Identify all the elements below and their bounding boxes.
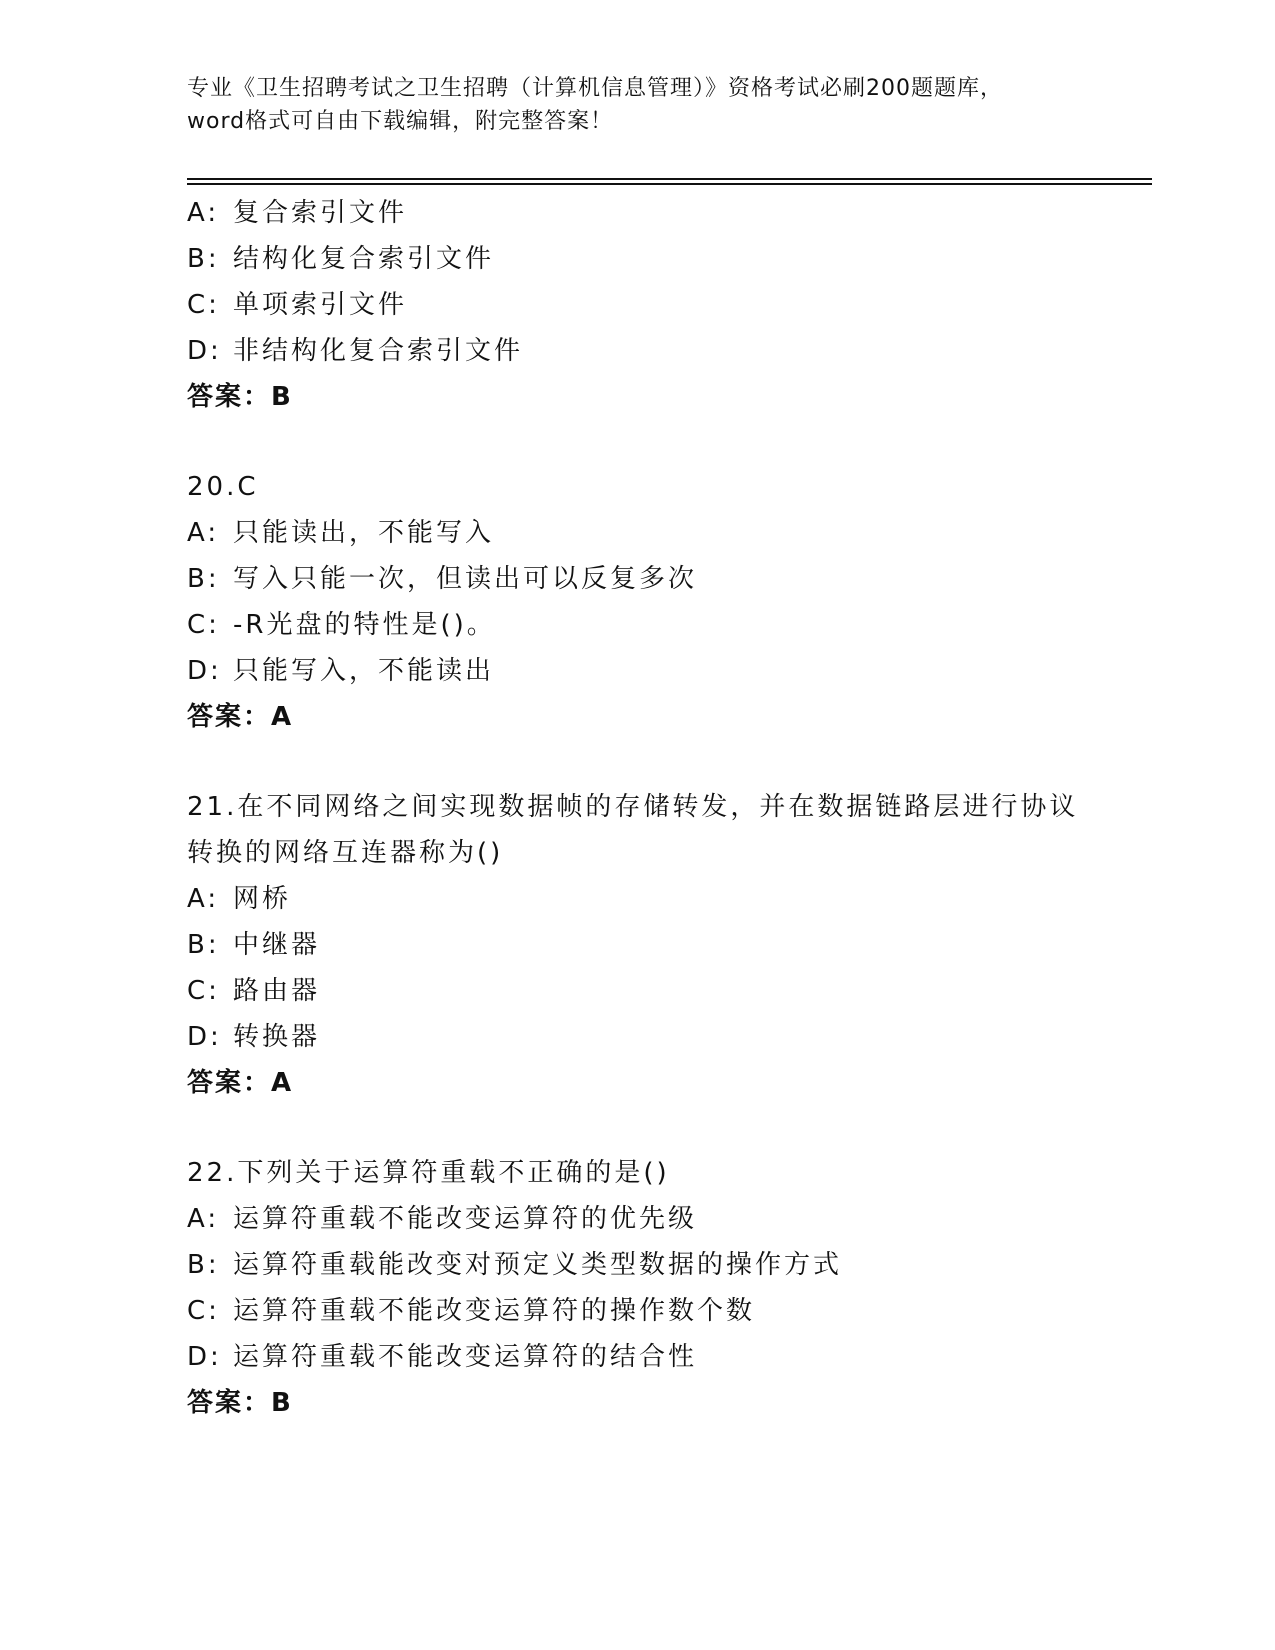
option-a: [187, 1196, 1087, 1242]
option-c: [187, 282, 1087, 328]
answer-label: 答案：: [187, 382, 272, 412]
option-text: 运算符重载不能改变运算符的优先级: [233, 1204, 698, 1234]
question-22: [187, 1150, 1087, 1426]
option-letter: C:: [187, 1296, 220, 1326]
option-letter: A:: [187, 884, 220, 914]
option-text: 运算符重载能改变对预定义类型数据的操作方式: [233, 1250, 843, 1280]
option-letter: D:: [187, 336, 222, 366]
option-text: 网桥: [233, 884, 292, 914]
option-a: [187, 876, 1087, 922]
option-text: 写入只能一次，但读出可以反复多次: [233, 564, 698, 594]
question-stem: 20.C: [187, 472, 259, 502]
option-a: [187, 510, 1087, 556]
option-letter: A:: [187, 198, 220, 228]
answer-line: [187, 694, 1087, 740]
option-letter: B:: [187, 564, 220, 594]
option-letter: A:: [187, 518, 220, 548]
answer-line: [187, 374, 1087, 420]
option-letter: C:: [187, 976, 220, 1006]
option-letter: C:: [187, 610, 220, 640]
option-letter: B:: [187, 930, 220, 960]
option-text: 只能写入，不能读出: [233, 656, 495, 686]
answer-value: B: [271, 382, 293, 412]
option-letter: C:: [187, 290, 220, 320]
option-letter: D:: [187, 1342, 222, 1372]
answer-label: 答案：: [187, 702, 272, 732]
answer-label: 答案：: [187, 1388, 272, 1418]
question-20: [187, 464, 1087, 740]
answer-value: B: [271, 1388, 293, 1418]
question-stem: 22.下列关于运算符重载不正确的是(): [187, 1158, 670, 1188]
header-title-line-1: 专业《卫生招聘考试之卫生招聘（计算机信息管理）》资格考试必刷200题题库，: [187, 76, 1003, 101]
answer-value: A: [271, 702, 294, 732]
question-19: [187, 190, 1087, 420]
option-text: 中继器: [233, 930, 321, 960]
option-d: [187, 1334, 1087, 1380]
option-b: [187, 922, 1087, 968]
option-letter: B:: [187, 244, 220, 274]
question-spacer: [187, 740, 1087, 784]
option-text: 非结构化复合索引文件: [233, 336, 524, 366]
option-c: [187, 1288, 1087, 1334]
option-d: [187, 328, 1087, 374]
option-b: [187, 1242, 1087, 1288]
option-text: 结构化复合索引文件: [233, 244, 495, 274]
option-text: 运算符重载不能改变运算符的操作数个数: [233, 1296, 756, 1326]
option-b: [187, 556, 1087, 602]
question-stem-line-1: 21.在不同网络之间实现数据帧的存储转发，并在数据链路层进行协议: [187, 792, 1079, 822]
option-d: [187, 648, 1087, 694]
answer-line: [187, 1380, 1087, 1426]
option-letter: D:: [187, 656, 222, 686]
option-c: [187, 602, 1087, 648]
option-text: 单项索引文件: [233, 290, 408, 320]
option-text: 只能读出，不能写入: [233, 518, 495, 548]
answer-value: A: [271, 1068, 294, 1098]
option-text: -R光盘的特性是()。: [233, 610, 496, 640]
option-text: 复合索引文件: [233, 198, 408, 228]
header-title-line-2: word格式可自由下载编辑，附完整答案！: [187, 109, 614, 134]
option-letter: A:: [187, 1204, 220, 1234]
option-a: [187, 190, 1087, 236]
option-c: [187, 968, 1087, 1014]
header-divider-bottom: [187, 183, 1152, 185]
option-letter: D:: [187, 1022, 222, 1052]
header-divider-top: [187, 178, 1152, 180]
question-stem-line-2: 转换的网络互连器称为(): [187, 838, 504, 868]
option-b: [187, 236, 1087, 282]
option-text: 路由器: [233, 976, 321, 1006]
option-letter: B:: [187, 1250, 220, 1280]
question-spacer: [187, 420, 1087, 464]
question-spacer: [187, 1106, 1087, 1150]
option-d: [187, 1014, 1087, 1060]
option-text: 转换器: [233, 1022, 321, 1052]
document-header: [187, 72, 1087, 138]
question-21: [187, 784, 1087, 1106]
answer-label: 答案：: [187, 1068, 272, 1098]
answer-line: [187, 1060, 1087, 1106]
option-text: 运算符重载不能改变运算符的结合性: [233, 1342, 698, 1372]
question-list: [187, 190, 1087, 1426]
